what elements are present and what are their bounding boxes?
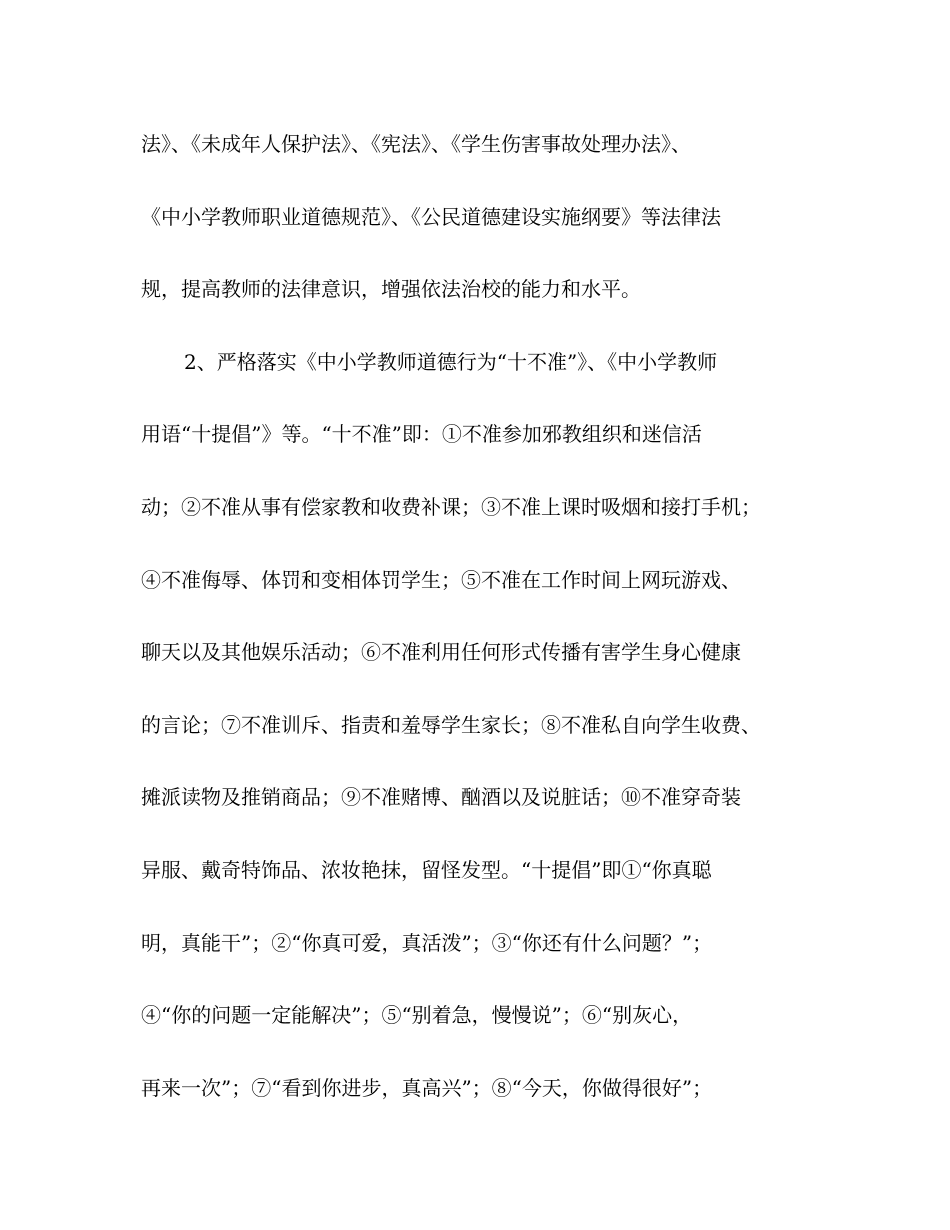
text-line: 规，提高教师的法律意识，增强依法治校的能力和水平。 <box>141 277 641 302</box>
paragraph-start-line: 2、严格落实《中小学教师道德行为“十不准”》、《中小学教师 <box>184 349 718 374</box>
document-body <box>141 118 811 1134</box>
text-line: 再来一次”；⑦“看到你进步，真高兴”；⑧“今天，你做得很好”； <box>141 1075 713 1100</box>
text-line: 《中小学教师职业道德规范》、《公民道德建设实施纲要》等法律法 <box>141 204 721 229</box>
text-line: 用语“十提倡”》等。“十不准”即：①不准参加邪教组织和迷信活 <box>141 422 702 447</box>
text-line: ④不准侮辱、体罚和变相体罚学生；⑤不准在工作时间上网玩游戏、 <box>141 567 741 592</box>
text-line: ④“你的问题一定能解决”；⑤“别着急，慢慢说”；⑥“别灰心， <box>141 1003 693 1028</box>
text-line: 明，真能干”；②“你真可爱，真活泼”；③“你还有什么问题？”； <box>141 930 713 955</box>
text-line: 的言论；⑦不准训斥、指责和羞辱学生家长；⑧不准私自向学生收费、 <box>141 712 761 737</box>
text-line: 异服、戴奇特饰品、浓妆艳抹，留怪发型。“十提倡”即①“你真聪 <box>141 857 712 882</box>
text-line: 聊天以及其他娱乐活动；⑥不准利用任何形式传播有害学生身心健康 <box>141 640 741 665</box>
text-line: 摊派读物及推销商品；⑨不准赌博、酗酒以及说脏话；⑩不准穿奇装 <box>141 785 741 810</box>
text-line: 法》、《未成年人保护法》、《宪法》、《学生伤害事故处理办法》、 <box>141 132 691 156</box>
text-line: 动；②不准从事有偿家教和收费补课；③不准上课时吸烟和接打手机； <box>141 494 761 519</box>
